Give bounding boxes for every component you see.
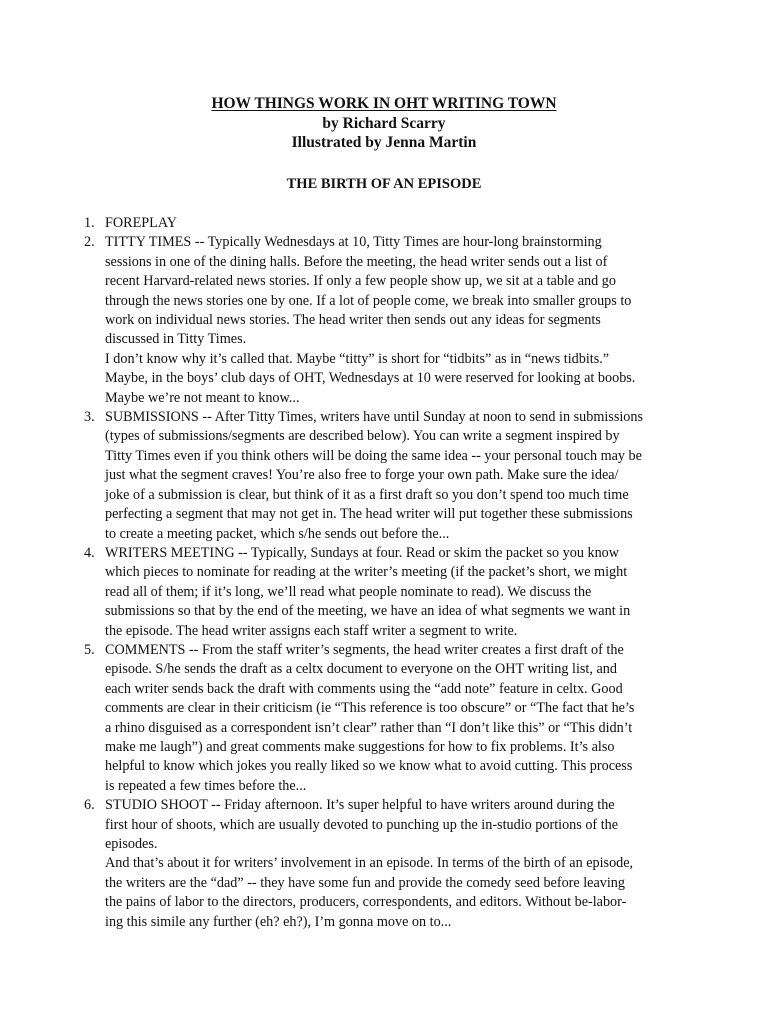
list-item [84, 641, 684, 796]
document-header [0, 94, 768, 153]
list-item-line: I don’t know why it’s called that. Maybe “titty” is short for “tidbits” as in “news tidbits.” [105, 350, 610, 367]
list-item-line: a rhino disguised as a correspondent isn’t clear” rather than “I don’t like this” or “This didn’t [105, 719, 633, 736]
list-item-number: 2. [84, 234, 95, 251]
list-item-line: recent Harvard-related news stories. If only a few people show up, we sit at a table and go [105, 273, 616, 290]
list-item-line: the pains of labor to the directors, producers, correspondents, and editors. Without be-labor- [105, 894, 627, 911]
list-item-line: discussed in Titty Times. [105, 331, 247, 348]
list-item-line: joke of a submission is clear, but think of it as a first draft so you don’t spend too much time [105, 486, 629, 503]
list-item-number: 5. [84, 641, 95, 658]
list-item-line: submissions so that by the end of the meeting, we have an idea of what segments we want in [105, 603, 631, 620]
list-item [84, 233, 684, 408]
list-item-line: which pieces to nominate for reading at the writer’s meeting (if the packet’s short, we might [105, 564, 628, 581]
list-item-line: to create a meeting packet, which s/he sends out before the... [105, 525, 450, 542]
list-item-line: the episode. The head writer assigns each staff writer a segment to write. [105, 622, 518, 639]
list-item-line: make me laugh”) and great comments make suggestions for how to fix problems. It’s also [105, 738, 615, 755]
section-title: THE BIRTH OF AN EPISODE [286, 176, 482, 192]
list-item-line: ing this simile any further (eh? eh?), I’m gonna move on to... [105, 913, 452, 930]
list-item-number: 1. [84, 215, 95, 231]
list-item-line: SUBMISSIONS -- After Titty Times, writers have until Sunday at noon to send in submissions [105, 409, 643, 426]
numbered-list [84, 214, 684, 932]
list-item-number: 6. [84, 797, 95, 814]
list-item-line: work on individual news stories. The head writer then sends out any ideas for segments [105, 312, 601, 329]
list-item-line: the writers are the “dad” -- they have some fun and provide the comedy seed before leaving [105, 874, 625, 891]
list-item-line: just what the segment craves! You’re also free to forge your own path. Make sure the idea/ [105, 467, 619, 484]
list-item-line: first hour of shoots, which are usually devoted to punching up the in-studio portions of the [105, 816, 619, 833]
list-item-line: STUDIO SHOOT -- Friday afternoon. It’s super helpful to have writers around during the [105, 797, 615, 814]
list-item-line: Maybe we’re not meant to know... [105, 389, 300, 406]
list-item-line: And that’s about it for writers’ involvement in an episode. In terms of the birth of an episode, [105, 855, 634, 872]
list-item-line: COMMENTS -- From the staff writer’s segments, the head writer creates a first draft of the [105, 641, 624, 658]
illustrator-credit: Illustrated by Jenna Martin [291, 134, 477, 151]
list-item-number: 4. [84, 544, 95, 561]
list-item-line: perfecting a segment that may not get in. The head writer will put together these submissions [105, 506, 633, 523]
list-item [84, 796, 684, 932]
list-item-line: is repeated a few times before the... [105, 777, 307, 794]
list-item-line: episode. S/he sends the draft as a celtx document to everyone on the OHT writing list, and [105, 661, 617, 678]
list-item-line: comments are clear in their criticism (ie “This reference is too obscure” or “The fact that he’s [105, 700, 635, 717]
byline: by Richard Scarry [322, 114, 446, 132]
list-item [84, 544, 684, 641]
list-item-line: through the news stories one by one. If a lot of people come, we break into smaller groups to [105, 292, 632, 309]
list-item-line: read all of them; if it’s long, we’ll read what people nominate to read). We discuss the [105, 583, 592, 600]
list-item [84, 408, 684, 544]
list-item-line: episodes. [105, 836, 158, 852]
list-item-line: Titty Times even if you think others will be doing the same idea -- your personal touch may be [105, 447, 642, 464]
list-item-number: 3. [84, 409, 95, 426]
document-title: HOW THINGS WORK IN OHT WRITING TOWN [211, 95, 557, 112]
list-item [84, 214, 684, 233]
list-item-line: FOREPLAY [105, 215, 178, 231]
list-item-line: TITTY TIMES -- Typically Wednesdays at 10, Titty Times are hour-long brainstorming [105, 234, 602, 251]
list-item-line: sessions in one of the dining halls. Before the meeting, the head writer sends out a list of [105, 253, 608, 270]
list-item-line: WRITERS MEETING -- Typically, Sundays at four. Read or skim the packet so you know [105, 544, 620, 561]
list-item-line: Maybe, in the boys’ club days of OHT, Wednesdays at 10 were reserved for looking at boobs. [105, 370, 636, 387]
list-item-line: (types of submissions/segments are described below). You can write a segment inspired by [105, 428, 620, 445]
list-item-line: each writer sends back the draft with comments using the “add note” feature in celtx. Good [105, 680, 623, 697]
list-item-line: helpful to know which jokes you really liked so we know what to avoid cutting. This process [105, 758, 633, 775]
